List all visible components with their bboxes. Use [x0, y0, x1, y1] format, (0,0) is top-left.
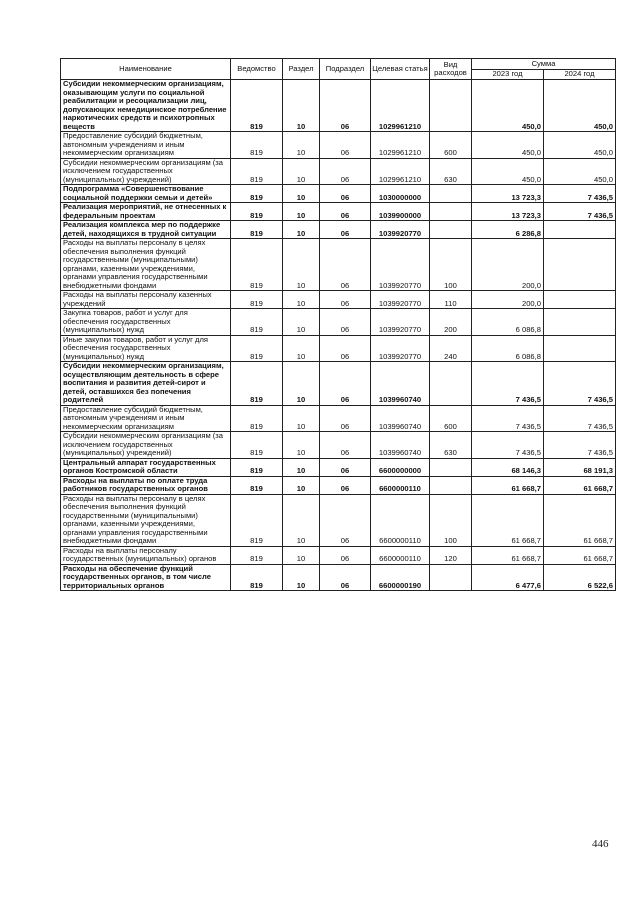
budget-table	[60, 58, 616, 591]
cell-sum-2023: 61 668,7	[472, 476, 544, 494]
table-body	[61, 80, 616, 591]
cell-sum-2024: 61 668,7	[544, 476, 616, 494]
cell-vedomstvo: 819	[231, 564, 283, 591]
header-name: Наименование	[61, 59, 231, 80]
table-row	[61, 335, 616, 362]
cell-vedomstvo: 819	[231, 203, 283, 221]
cell-razdel: 10	[283, 158, 320, 185]
table-row	[61, 476, 616, 494]
cell-razdel: 10	[283, 309, 320, 336]
cell-sum-2023: 61 668,7	[472, 546, 544, 564]
cell-celevaya-statya: 6600000190	[371, 564, 430, 591]
cell-sum-2024: 61 668,7	[544, 494, 616, 546]
table-row	[61, 362, 616, 406]
cell-celevaya-statya: 1039920770	[371, 309, 430, 336]
cell-vid-rashodov: 200	[430, 309, 472, 336]
cell-sum-2024	[544, 221, 616, 239]
table-row	[61, 432, 616, 459]
cell-celevaya-statya: 6600000110	[371, 546, 430, 564]
cell-name: Субсидии некоммерческим организациям (за исключением государственных (муниципальных) учреждений)	[61, 432, 231, 459]
cell-vid-rashodov	[430, 80, 472, 132]
cell-vedomstvo: 819	[231, 132, 283, 159]
cell-vid-rashodov	[430, 458, 472, 476]
table-row	[61, 158, 616, 185]
header-summa: Сумма	[472, 59, 616, 70]
cell-vid-rashodov	[430, 564, 472, 591]
cell-name: Закупка товаров, работ и услуг для обеспечения государственных (муниципальных) нужд	[61, 309, 231, 336]
cell-razdel: 10	[283, 546, 320, 564]
cell-vedomstvo: 819	[231, 158, 283, 185]
cell-sum-2023: 200,0	[472, 239, 544, 291]
cell-sum-2024: 7 436,5	[544, 203, 616, 221]
cell-podrazdel: 06	[320, 132, 371, 159]
cell-sum-2023: 6 086,8	[472, 335, 544, 362]
cell-celevaya-statya: 1029961210	[371, 132, 430, 159]
header-celevaya-statya: Целевая статья	[371, 59, 430, 80]
cell-sum-2023: 200,0	[472, 291, 544, 309]
page-number: 446	[592, 838, 609, 850]
cell-sum-2023: 13 723,3	[472, 185, 544, 203]
cell-podrazdel: 06	[320, 203, 371, 221]
cell-vid-rashodov: 600	[430, 405, 472, 432]
cell-sum-2024: 61 668,7	[544, 546, 616, 564]
cell-sum-2024	[544, 335, 616, 362]
header-vedomstvo: Ведомство	[231, 59, 283, 80]
header-year-2023: 2023 год	[472, 70, 544, 80]
cell-podrazdel: 06	[320, 458, 371, 476]
cell-sum-2024: 6 522,6	[544, 564, 616, 591]
cell-razdel: 10	[283, 80, 320, 132]
cell-vid-rashodov: 240	[430, 335, 472, 362]
cell-name: Реализация мероприятий, не отнесенных к федеральным проектам	[61, 203, 231, 221]
cell-vedomstvo: 819	[231, 185, 283, 203]
cell-razdel: 10	[283, 221, 320, 239]
cell-celevaya-statya: 1039960740	[371, 362, 430, 406]
cell-sum-2023: 7 436,5	[472, 405, 544, 432]
cell-celevaya-statya: 6600000110	[371, 494, 430, 546]
cell-vedomstvo: 819	[231, 80, 283, 132]
cell-podrazdel: 06	[320, 546, 371, 564]
cell-name: Субсидии некоммерческим организациям, оказывающим услуги по социальной реабилитации и ресоциализации лиц, допускающих немедицинское потребление наркотических средств и психотропных веществ	[61, 80, 231, 132]
cell-sum-2023: 6 086,8	[472, 309, 544, 336]
cell-name: Подпрограмма «Совершенствование социальной поддержки семьи и детей»	[61, 185, 231, 203]
cell-vid-rashodov: 600	[430, 132, 472, 159]
cell-razdel: 10	[283, 458, 320, 476]
cell-celevaya-statya: 1039920770	[371, 335, 430, 362]
cell-podrazdel: 06	[320, 221, 371, 239]
cell-vedomstvo: 819	[231, 309, 283, 336]
cell-vid-rashodov	[430, 476, 472, 494]
cell-podrazdel: 06	[320, 239, 371, 291]
cell-vid-rashodov	[430, 362, 472, 406]
cell-razdel: 10	[283, 239, 320, 291]
cell-podrazdel: 06	[320, 309, 371, 336]
cell-podrazdel: 06	[320, 158, 371, 185]
header-vid-rashodov: Вид расходов	[430, 59, 472, 80]
table-row	[61, 221, 616, 239]
cell-celevaya-statya: 1029961210	[371, 158, 430, 185]
cell-vedomstvo: 819	[231, 335, 283, 362]
cell-vedomstvo: 819	[231, 405, 283, 432]
cell-name: Расходы на выплаты персоналу казенных учреждений	[61, 291, 231, 309]
table-row	[61, 132, 616, 159]
cell-razdel: 10	[283, 494, 320, 546]
cell-name: Расходы на выплаты персоналу в целях обеспечения выполнения функций государственными (муниципальными) органами, казенными учреждениями, органами управления государственными внебюджетными фондами	[61, 239, 231, 291]
table-row	[61, 291, 616, 309]
cell-sum-2023: 6 477,6	[472, 564, 544, 591]
cell-sum-2024: 450,0	[544, 132, 616, 159]
cell-name: Предоставление субсидий бюджетным, автономным учреждениям и иным некоммерческим организациям	[61, 405, 231, 432]
cell-name: Реализация комплекса мер по поддержке детей, находящихся в трудной ситуации	[61, 221, 231, 239]
table-row	[61, 239, 616, 291]
cell-celevaya-statya: 1039900000	[371, 203, 430, 221]
cell-celevaya-statya: 1039960740	[371, 405, 430, 432]
cell-name: Центральный аппарат государственных органов Костромской области	[61, 458, 231, 476]
header-year-2024: 2024 год	[544, 70, 616, 80]
cell-sum-2024	[544, 239, 616, 291]
cell-vid-rashodov: 630	[430, 158, 472, 185]
cell-podrazdel: 06	[320, 432, 371, 459]
cell-podrazdel: 06	[320, 362, 371, 406]
cell-sum-2023: 7 436,5	[472, 432, 544, 459]
cell-razdel: 10	[283, 362, 320, 406]
table-row	[61, 494, 616, 546]
cell-vid-rashodov: 100	[430, 494, 472, 546]
table-row	[61, 185, 616, 203]
table-row	[61, 564, 616, 591]
cell-name: Расходы на выплаты персоналу государственных (муниципальных) органов	[61, 546, 231, 564]
cell-razdel: 10	[283, 203, 320, 221]
cell-celevaya-statya: 1029961210	[371, 80, 430, 132]
cell-vid-rashodov: 100	[430, 239, 472, 291]
cell-name: Расходы на выплаты по оплате труда работников государственных органов	[61, 476, 231, 494]
cell-name: Расходы на выплаты персоналу в целях обеспечения выполнения функций государственными (муниципальными) органами, казенными учреждениями, органами управления государственными внебюджетными фондами	[61, 494, 231, 546]
cell-celevaya-statya: 6600000000	[371, 458, 430, 476]
cell-sum-2023: 7 436,5	[472, 362, 544, 406]
cell-celevaya-statya: 1039960740	[371, 432, 430, 459]
cell-sum-2023: 68 146,3	[472, 458, 544, 476]
cell-razdel: 10	[283, 291, 320, 309]
cell-podrazdel: 06	[320, 564, 371, 591]
cell-sum-2023: 450,0	[472, 132, 544, 159]
cell-name: Субсидии некоммерческим организациям, осуществляющим деятельность в сфере воспитания и развития детей-сирот и детей, оставшихся без попечения родителей	[61, 362, 231, 406]
cell-vid-rashodov: 120	[430, 546, 472, 564]
cell-vedomstvo: 819	[231, 291, 283, 309]
cell-sum-2023: 450,0	[472, 158, 544, 185]
cell-sum-2024	[544, 309, 616, 336]
table-row	[61, 405, 616, 432]
cell-podrazdel: 06	[320, 335, 371, 362]
cell-podrazdel: 06	[320, 494, 371, 546]
cell-vedomstvo: 819	[231, 362, 283, 406]
cell-podrazdel: 06	[320, 80, 371, 132]
cell-razdel: 10	[283, 564, 320, 591]
table-row	[61, 203, 616, 221]
cell-celevaya-statya: 1030000000	[371, 185, 430, 203]
cell-sum-2024: 450,0	[544, 80, 616, 132]
cell-podrazdel: 06	[320, 405, 371, 432]
cell-razdel: 10	[283, 476, 320, 494]
cell-celevaya-statya: 1039920770	[371, 291, 430, 309]
cell-vedomstvo: 819	[231, 432, 283, 459]
table-row	[61, 458, 616, 476]
table-row	[61, 309, 616, 336]
cell-razdel: 10	[283, 132, 320, 159]
cell-razdel: 10	[283, 185, 320, 203]
cell-sum-2023: 13 723,3	[472, 203, 544, 221]
cell-vid-rashodov	[430, 203, 472, 221]
cell-razdel: 10	[283, 405, 320, 432]
cell-celevaya-statya: 1039920770	[371, 239, 430, 291]
cell-name: Иные закупки товаров, работ и услуг для обеспечения государственных (муниципальных) нужд	[61, 335, 231, 362]
cell-sum-2024: 7 436,5	[544, 362, 616, 406]
cell-vid-rashodov	[430, 221, 472, 239]
cell-sum-2024: 68 191,3	[544, 458, 616, 476]
cell-sum-2024: 450,0	[544, 158, 616, 185]
cell-sum-2024	[544, 291, 616, 309]
header-podrazdel: Подраздел	[320, 59, 371, 80]
cell-celevaya-statya: 1039920770	[371, 221, 430, 239]
cell-podrazdel: 06	[320, 291, 371, 309]
cell-name: Предоставление субсидий бюджетным, автономным учреждениям и иным некоммерческим организациям	[61, 132, 231, 159]
cell-vid-rashodov	[430, 185, 472, 203]
cell-vedomstvo: 819	[231, 239, 283, 291]
cell-vedomstvo: 819	[231, 494, 283, 546]
cell-podrazdel: 06	[320, 476, 371, 494]
cell-vedomstvo: 819	[231, 546, 283, 564]
cell-sum-2023: 450,0	[472, 80, 544, 132]
cell-razdel: 10	[283, 335, 320, 362]
cell-name: Субсидии некоммерческим организациям (за исключением государственных (муниципальных) учреждений)	[61, 158, 231, 185]
cell-podrazdel: 06	[320, 185, 371, 203]
table-row	[61, 546, 616, 564]
table-row	[61, 80, 616, 132]
cell-sum-2024: 7 436,5	[544, 185, 616, 203]
cell-razdel: 10	[283, 432, 320, 459]
cell-vedomstvo: 819	[231, 458, 283, 476]
cell-vedomstvo: 819	[231, 476, 283, 494]
cell-celevaya-statya: 6600000110	[371, 476, 430, 494]
cell-name: Расходы на обеспечение функций государственных органов, в том числе территориальных органов	[61, 564, 231, 591]
cell-vedomstvo: 819	[231, 221, 283, 239]
cell-sum-2024: 7 436,5	[544, 432, 616, 459]
cell-sum-2023: 6 286,8	[472, 221, 544, 239]
cell-vid-rashodov: 110	[430, 291, 472, 309]
cell-sum-2024: 7 436,5	[544, 405, 616, 432]
header-razdel: Раздел	[283, 59, 320, 80]
cell-vid-rashodov: 630	[430, 432, 472, 459]
cell-sum-2023: 61 668,7	[472, 494, 544, 546]
